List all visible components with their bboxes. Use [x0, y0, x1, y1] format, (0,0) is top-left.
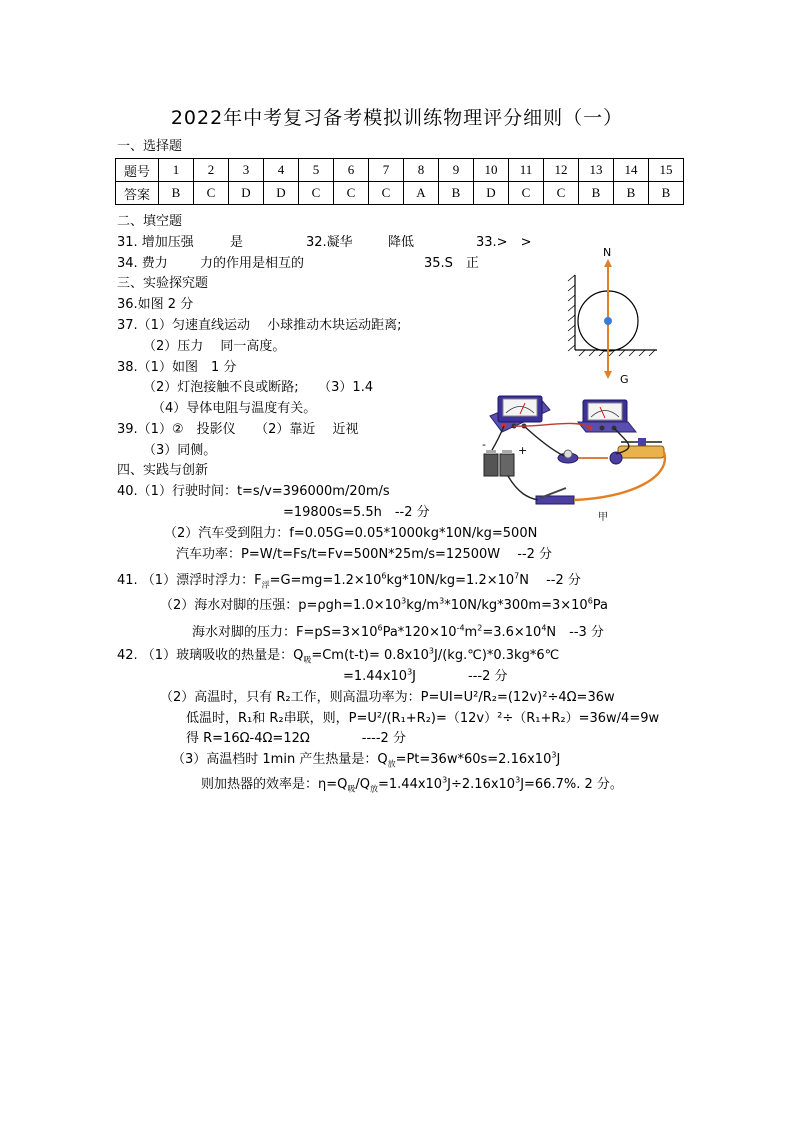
answer-42f	[172, 752, 560, 768]
answer-cell: B	[439, 182, 474, 205]
answer-34b: 力的作用是相互的	[200, 256, 305, 271]
answer-31a: 31. 增加压强	[117, 235, 194, 250]
superscript: 3	[401, 596, 407, 606]
circuit-wires	[492, 423, 665, 500]
battery-plus-label: +	[518, 444, 528, 457]
force-diagram-figure	[565, 245, 665, 385]
answer-41c	[192, 625, 604, 641]
page-title: 2022年中考复习备考模拟训练物理评分细则（一）	[170, 107, 624, 129]
text-run: m	[464, 625, 478, 640]
superscript: 3	[407, 667, 413, 677]
subscript: 吸	[303, 655, 312, 665]
answer-37a: 37.（1）匀速直线运动 小球推动木块运动距离;	[117, 318, 402, 333]
text-run: J	[556, 752, 561, 767]
answer-cell: C	[334, 182, 369, 205]
question-number: 5	[299, 159, 334, 182]
answer-34a: 34. 费力	[117, 256, 168, 271]
question-number: 7	[369, 159, 404, 182]
ground-hatching	[579, 350, 655, 356]
text-run: /Q	[355, 777, 370, 792]
subscript: 浮	[261, 580, 270, 590]
answer-41a	[117, 573, 581, 589]
question-number: 2	[194, 159, 229, 182]
text-run: =Cm(t-t)= 0.8x10	[311, 648, 429, 663]
answer-40d: 汽车功率：P=W/t=Fs/t=Fv=500N*25m/s=12500W --2 分	[176, 547, 553, 562]
answer-37b: （2）压力 同一高度。	[143, 339, 286, 354]
table-row	[116, 182, 684, 205]
superscript: 6	[381, 571, 387, 581]
answer-42d: 低温时，R₁和 R₂串联，则，P=U²/(R₁+R₂)=（12v）²÷（R₁+R₂）=36w/4=9w	[186, 711, 660, 726]
arrowhead-icon	[604, 371, 612, 379]
answer-cell: B	[614, 182, 649, 205]
answer-32a: 32.凝华	[306, 235, 353, 250]
battery-icon	[484, 450, 514, 476]
answer-38c: （4）导体电阻与温度有关。	[152, 401, 317, 416]
answer-39a: 39.（1）② 投影仪 （2）靠近 近视	[117, 422, 359, 437]
answer-cell: C	[544, 182, 579, 205]
question-number: 9	[439, 159, 474, 182]
switch-icon	[536, 488, 574, 504]
text-run: Pa	[592, 598, 609, 613]
answer-40a: 40.（1）行驶时间：t=s/v=396000m/20m/s	[117, 484, 390, 499]
text-run: （3）高温档时 1min 产生热量是：Q	[172, 752, 388, 767]
answer-31b: 是	[230, 235, 244, 250]
text-run: 则加热器的效率是：η=Q	[201, 777, 348, 792]
text-run: N --2 分	[519, 573, 581, 588]
text-run: =1.44x10	[343, 669, 408, 684]
voltmeter-icon	[578, 400, 636, 432]
superscript: -4	[456, 623, 465, 633]
text-run: J÷2.16x10	[447, 777, 516, 792]
answer-36: 36.如图 2 分	[117, 297, 194, 312]
superscript: 6	[587, 596, 593, 606]
question-number: 8	[404, 159, 439, 182]
answer-cell: B	[649, 182, 684, 205]
answer-table	[115, 158, 684, 205]
circuit-figure	[478, 388, 678, 523]
answer-42c: （2）高温时，只有 R₂工作，则高温功率为：P=UI=U²/R₂=(12v)²÷4Ω=36w	[160, 690, 615, 705]
subscript: 吸	[347, 784, 356, 794]
answer-35: 35.S 正	[424, 256, 479, 271]
answer-32b: 降低	[388, 235, 415, 250]
figure-label-jia: 甲	[598, 512, 608, 523]
answer-cell: D	[474, 182, 509, 205]
battery-minus-label: -	[482, 438, 486, 451]
answer-42e: 得 R=16Ω-4Ω=12Ω ----2 分	[186, 731, 406, 746]
subscript: 放	[387, 759, 396, 769]
section-experiment-heading: 三、实验探究题	[117, 276, 209, 291]
superscript: 4	[541, 623, 547, 633]
text-run: kg/m	[406, 598, 440, 613]
superscript: 6	[377, 623, 383, 633]
question-number: 1	[159, 159, 194, 182]
superscript: 3	[515, 775, 521, 785]
answer-cell: D	[264, 182, 299, 205]
table-row	[116, 159, 684, 182]
answer-cell: A	[404, 182, 439, 205]
rheostat-icon	[618, 438, 664, 458]
table-header-number: 题号	[116, 159, 159, 182]
section-choice-heading: 一、选择题	[117, 139, 183, 154]
superscript: 3	[439, 596, 445, 606]
answer-cell: D	[229, 182, 264, 205]
answer-40c: （2）汽车受到阻力：f=0.05G=0.05*1000kg*10N/kg=500N	[164, 526, 538, 541]
center-dot	[604, 317, 612, 325]
question-number: 14	[614, 159, 649, 182]
text-run: =Pt=36w*60s=2.16x10	[395, 752, 552, 767]
answer-cell: C	[299, 182, 334, 205]
superscript: 2	[477, 623, 483, 633]
answer-42b	[343, 669, 507, 685]
answer-cell: C	[194, 182, 229, 205]
question-number: 4	[264, 159, 299, 182]
subscript: 放	[370, 784, 378, 794]
text-run: kg*10N/kg=1.2×10	[386, 573, 515, 588]
text-run: （2）海水对脚的压强：p=ρgh=1.0×10	[160, 598, 402, 613]
text-run: J/(kg.℃)*0.3kg*6℃	[434, 648, 560, 663]
question-number: 12	[544, 159, 579, 182]
text-run: 41. （1）漂浮时浮力：F	[117, 573, 262, 588]
answer-42a	[117, 648, 559, 664]
text-run: *10N/kg*300m=3×10	[444, 598, 588, 613]
answer-cell: B	[579, 182, 614, 205]
text-run: 42. （1）玻璃吸收的热量是：Q	[117, 648, 304, 663]
superscript: 3	[428, 646, 435, 656]
answer-38b: （2）灯泡接触不良或断路; （3）1.4	[143, 380, 374, 395]
wall-hatching	[568, 275, 575, 351]
answer-40b: =19800s=5.5h --2 分	[283, 505, 430, 520]
question-number: 6	[334, 159, 369, 182]
question-number: 10	[474, 159, 509, 182]
label-g: G	[620, 373, 629, 385]
text-run: =1.44x10	[378, 777, 443, 792]
label-n: N	[603, 246, 612, 259]
answer-41b	[160, 598, 608, 614]
text-run: =G=mg=1.2×10	[269, 573, 382, 588]
answer-cell: B	[159, 182, 194, 205]
arrowhead-icon	[604, 259, 612, 267]
answer-cell: C	[509, 182, 544, 205]
text-run: J=66.7%. 2 分。	[520, 777, 623, 792]
table-header-answer: 答案	[116, 182, 159, 205]
answer-33: 33.> >	[476, 235, 532, 250]
answer-38a: 38.（1）如图 1 分	[117, 360, 237, 375]
answer-39b: （3）同侧。	[143, 443, 217, 458]
text-run: J ---2 分	[412, 669, 508, 684]
text-run: Pa*120×10	[382, 625, 457, 640]
superscript: 3	[442, 775, 448, 785]
question-number: 15	[649, 159, 684, 182]
superscript: 7	[514, 571, 520, 581]
question-number: 13	[579, 159, 614, 182]
answer-cell: C	[369, 182, 404, 205]
section-practice-heading: 四、实践与创新	[117, 463, 209, 478]
text-run: 海水对脚的压力：F=pS=3×10	[192, 625, 378, 640]
question-number: 11	[509, 159, 544, 182]
text-run: N --3 分	[546, 625, 604, 640]
text-run: =3.6×10	[482, 625, 542, 640]
bulb-holder-icon	[558, 450, 578, 463]
question-number: 3	[229, 159, 264, 182]
answer-42g	[201, 777, 623, 793]
superscript: 3	[551, 750, 557, 760]
section-fill-heading: 二、填空题	[117, 214, 183, 229]
